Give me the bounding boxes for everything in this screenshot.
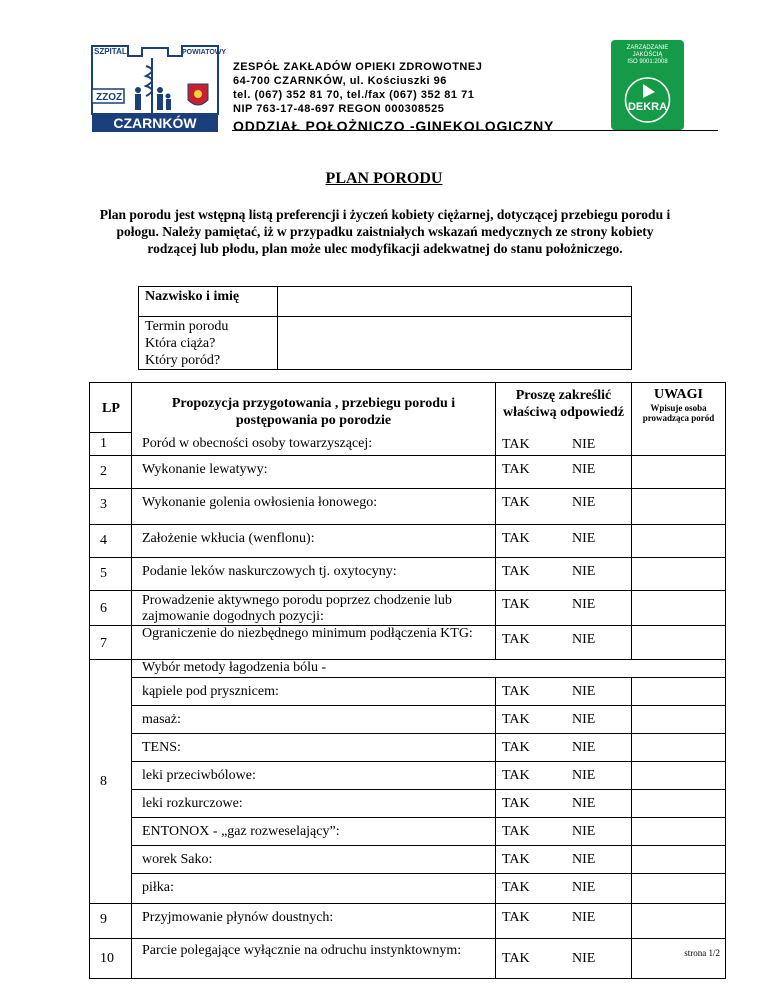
row-1-nie[interactable]: NIE — [572, 437, 596, 452]
row-8-item-7-answer — [496, 846, 632, 874]
row-10-nie[interactable]: NIE — [572, 951, 596, 966]
row-8-item-4-tak[interactable]: TAK — [502, 768, 530, 783]
table-row — [90, 660, 726, 678]
row-10-text: Parcie polegające wyłącznie na odruchu instynktownym: — [132, 939, 496, 979]
row-8-item-1-text: kąpiele pod prysznicem: — [132, 678, 496, 706]
row-9-tak[interactable]: TAK — [502, 910, 530, 925]
row-8-item-3-notes[interactable] — [632, 734, 726, 762]
row-6-nie[interactable]: NIE — [572, 597, 596, 612]
row-7-text: Ograniczenie do niezbędnego minimum podłączenia KTG: — [132, 626, 496, 660]
term-label: Termin porodu — [145, 319, 229, 334]
header-answer — [496, 383, 632, 456]
row-3-notes[interactable] — [632, 489, 726, 525]
row-3-answer — [496, 489, 632, 525]
row-8-item-8-text: piłka: — [132, 874, 496, 904]
row-1-lp: 1 — [90, 433, 132, 456]
header-uwagi — [632, 383, 726, 456]
table-row — [90, 790, 726, 818]
birth-plan-table — [89, 382, 726, 979]
header-text — [233, 60, 554, 135]
row-8-item-1-answer — [496, 678, 632, 706]
row-8-item-3-text: TENS: — [132, 734, 496, 762]
row-7-answer — [496, 626, 632, 660]
patient-details-labels — [139, 317, 278, 370]
row-4-tak[interactable]: TAK — [502, 531, 530, 546]
org-name: ZESPÓŁ ZAKŁADÓW OPIEKI ZDROWOTNEJ — [233, 61, 483, 73]
table-row — [90, 591, 726, 626]
row-3-lp: 3 — [90, 489, 132, 525]
row-8-item-8-nie[interactable]: NIE — [572, 880, 596, 895]
row-9-text: Przyjmowanie płynów doustnych: — [132, 904, 496, 939]
row-8-item-2-nie[interactable]: NIE — [572, 712, 596, 727]
table-row — [90, 626, 726, 660]
row-5-nie[interactable]: NIE — [572, 564, 596, 579]
logo-text-powiatowy: POWIATOWY — [182, 49, 227, 56]
badge-brand: DEKRA — [627, 101, 668, 113]
row-2-answer — [496, 456, 632, 489]
header-answer-label: Proszę zakreślić właściwą odpowiedź — [503, 388, 624, 420]
header-description: Propozycja przygotowania , przebiegu porodu i postępowania po porodzie — [132, 383, 496, 433]
table-row — [90, 818, 726, 846]
badge-line2: JAKOŚCIĄ — [632, 52, 663, 58]
row-6-tak[interactable]: TAK — [502, 597, 530, 612]
patient-name-label: Nazwisko i imię — [139, 287, 278, 317]
birth-label: Który poród? — [145, 353, 221, 368]
patient-details-field[interactable] — [278, 317, 632, 370]
row-8-item-6-notes[interactable] — [632, 818, 726, 846]
row-8-item-4-text: leki przeciwbólowe: — [132, 762, 496, 790]
row-8-item-4-notes[interactable] — [632, 762, 726, 790]
row-2-notes[interactable] — [632, 456, 726, 489]
row-5-answer — [496, 558, 632, 591]
row-8-item-6-tak[interactable]: TAK — [502, 824, 530, 839]
row-4-notes[interactable] — [632, 525, 726, 558]
dekra-certificate-badge — [611, 40, 684, 130]
row-3-text: Wykonanie golenia owłosienia łonowego: — [132, 489, 496, 525]
header-lp: LP — [90, 383, 132, 433]
row-1-text: Poród w obecności osoby towarzyszącej: — [132, 433, 496, 456]
row-8-item-7-text: worek Sako: — [132, 846, 496, 874]
row-5-tak[interactable]: TAK — [502, 564, 530, 579]
table-row — [90, 558, 726, 591]
table-row — [90, 489, 726, 525]
org-phones: tel. (067) 352 81 70, tel./fax (067) 352 81 71 — [233, 89, 475, 101]
row-8-item-3-nie[interactable]: NIE — [572, 740, 596, 755]
row-8-item-5-nie[interactable]: NIE — [572, 796, 596, 811]
logo-text-zzoz: ZZOZ — [96, 92, 123, 103]
table-row — [90, 734, 726, 762]
org-address: 64-700 CZARNKÓW, ul. Kościuszki 96 — [233, 75, 447, 87]
row-4-nie[interactable]: NIE — [572, 531, 596, 546]
table-row — [90, 706, 726, 734]
row-2-tak[interactable]: TAK — [502, 462, 530, 477]
row-8-item-7-tak[interactable]: TAK — [502, 852, 530, 867]
row-4-text: Założenie wkłucia (wenflonu): — [132, 525, 496, 558]
row-7-notes[interactable] — [632, 626, 726, 660]
row-8-item-3-answer — [496, 734, 632, 762]
table-row — [90, 904, 726, 939]
department-name: ODDZIAŁ POŁOŻNICZO -GINEKOLOGICZNY — [233, 118, 555, 134]
row-8-item-6-nie[interactable]: NIE — [572, 824, 596, 839]
table-row — [90, 939, 726, 979]
row-7-nie[interactable]: NIE — [572, 632, 596, 647]
row-8-item-8-answer — [496, 874, 632, 904]
hospital-logo — [90, 44, 227, 132]
row-8-item-2-answer — [496, 706, 632, 734]
row-7-lp: 7 — [90, 626, 132, 660]
row-9-lp: 9 — [90, 904, 132, 939]
row-9-answer — [496, 904, 632, 939]
table-row — [90, 456, 726, 489]
badge-line3: ISO 9001:2008 — [627, 59, 668, 65]
table-header-row — [90, 383, 726, 433]
logo-text-czarnkow: CZARNKÓW — [113, 115, 197, 131]
row-10-tak[interactable]: TAK — [502, 951, 530, 966]
intro-paragraph: Plan porodu jest wstępną listą preferencji i życzeń kobiety ciężarnej, dotyczącej przebiegu porodu i połogu. Należy pamiętać, iż w przypadku zaistniałych wskazań medycznych ze strony kobiety rodzącej lub płodu, plan może ulec modyfikacji adekwatnej do stanu położniczego. — [99, 207, 671, 256]
row-6-text: Prowadzenie aktywnego porodu poprzez chodzenie lub zajmowanie dogodnych pozycji: — [132, 591, 496, 626]
row-8-item-2-text: masaż: — [132, 706, 496, 734]
row-7-tak[interactable]: TAK — [502, 632, 530, 647]
row-8-item-1-nie[interactable]: NIE — [572, 684, 596, 699]
document-title: PLAN PORODU — [325, 170, 443, 187]
row-8-item-5-notes[interactable] — [632, 790, 726, 818]
row-2-text: Wykonanie lewatywy: — [132, 456, 496, 489]
org-nip-regon: NIP 763-17-48-697 REGON 000308525 — [233, 103, 445, 115]
row-6-notes[interactable] — [632, 591, 726, 626]
row-8-item-1-notes[interactable] — [632, 678, 726, 706]
row-8-item-4-nie[interactable]: NIE — [572, 768, 596, 783]
row-8-item-4-answer — [496, 762, 632, 790]
row-3-tak[interactable]: TAK — [502, 495, 530, 510]
table-row — [90, 525, 726, 558]
uwagi-title: UWAGI — [653, 387, 703, 402]
row-8-item-8-tak[interactable]: TAK — [502, 880, 530, 895]
patient-info-table — [138, 286, 632, 370]
row-2-lp: 2 — [90, 456, 132, 489]
pregnancy-label: Która ciąża? — [145, 336, 216, 351]
row-8-item-3-tak[interactable]: TAK — [502, 740, 530, 755]
row-8-item-2-notes[interactable] — [632, 706, 726, 734]
table-row — [90, 678, 726, 706]
row-9-nie[interactable]: NIE — [572, 910, 596, 925]
page-number: strona 1/2 — [684, 948, 720, 958]
row-3-nie[interactable]: NIE — [572, 495, 596, 510]
patient-name-field[interactable] — [278, 287, 632, 317]
row-9-notes[interactable] — [632, 904, 726, 939]
row-8-item-8-notes[interactable] — [632, 874, 726, 904]
row-10-lp: 10 — [90, 939, 132, 979]
row-4-lp: 4 — [90, 525, 132, 558]
row-8-header: Wybór metody łagodzenia bólu - — [132, 660, 726, 678]
row-6-answer — [496, 591, 632, 626]
row-8-item-5-text: leki rozkurczowe: — [132, 790, 496, 818]
row-5-lp: 5 — [90, 558, 132, 591]
row-8-item-7-notes[interactable] — [632, 846, 726, 874]
row-8-item-2-tak[interactable]: TAK — [502, 712, 530, 727]
row-8-lp: 8 — [90, 660, 132, 904]
row-10-answer — [496, 939, 632, 979]
row-5-text: Podanie leków naskurczowych tj. oxytocyny: — [132, 558, 496, 591]
table-row — [90, 762, 726, 790]
badge-line1: ZARZĄDZANIE — [626, 45, 669, 51]
header-divider — [232, 130, 718, 131]
row-8-item-1-tak[interactable]: TAK — [502, 684, 530, 699]
row-6-lp: 6 — [90, 591, 132, 626]
table-row — [90, 874, 726, 904]
logo-text-szpital: SZPITAL — [94, 47, 127, 56]
row-8-item-5-answer — [496, 790, 632, 818]
row-1-tak[interactable]: TAK — [502, 437, 530, 452]
row-5-notes[interactable] — [632, 558, 726, 591]
row-2-nie[interactable]: NIE — [572, 462, 596, 477]
table-row — [90, 846, 726, 874]
row-8-item-6-text: ENTONOX - „gaz rozweselający”: — [132, 818, 496, 846]
row-4-answer — [496, 525, 632, 558]
uwagi-subtitle: Wpisuje osoba prowadząca poród — [642, 403, 715, 423]
row-8-item-6-answer — [496, 818, 632, 846]
row-8-item-7-nie[interactable]: NIE — [572, 852, 596, 867]
row-10-notes[interactable] — [632, 939, 726, 979]
row-8-item-5-tak[interactable]: TAK — [502, 796, 530, 811]
